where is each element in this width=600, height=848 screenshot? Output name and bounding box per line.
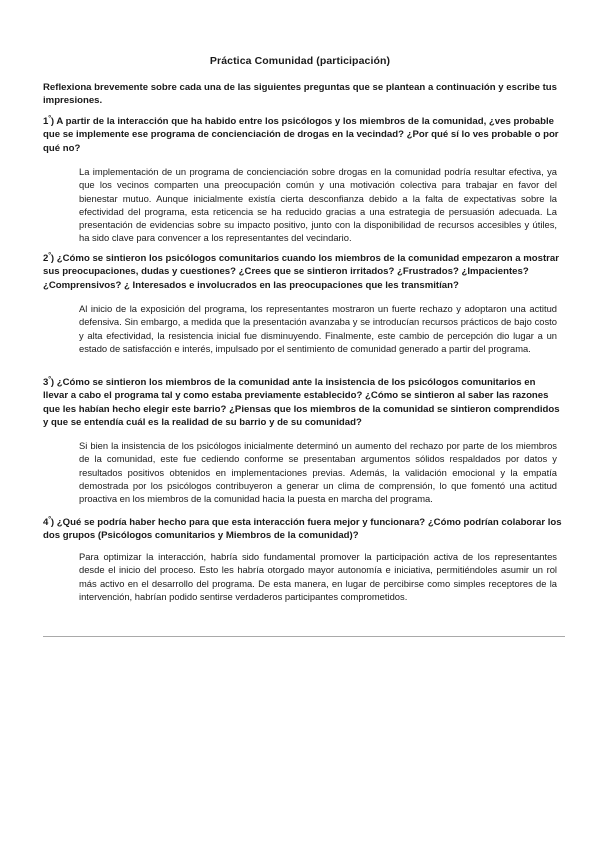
question-ordinal: º [48,251,51,259]
question-text: ) ¿Cómo se sintieron los psicólogos comunitarios cuando los miembros de la comunidad empezaron a mostrar sus preocupaciones, dudas y cuestiones? ¿Crees que se sintieron irritados? ¿Frustrados? ¿Impacientes? ¿Comprensivos? ¿ Interesados e involucrados en las preocupaciones que les transmitían? [43,253,559,291]
question-ordinal: º [48,515,51,523]
question-text: ) ¿Cómo se sintieron los miembros de la comunidad ante la insistencia de los psicólogos comunitarios en llevar a cabo el programa tal y como estaba previamente establecido? ¿Cómo se sintieron al saber las razones que les habían hecho elegir este barrio? ¿Piensas que los miembros de la comunidad se sintieron comprendidos y que se entendía cuál es la realidad de su barrio y de su comunidad? [43,377,560,428]
question-number: 2 [43,253,49,264]
question-text: ) ¿Qué se podría haber hecho para que esta interacción fuera mejor y funcionara? ¿Cómo podrían colaborar los dos grupos (Psicólogos comunitarios y Miembros de la comunidad)? [43,517,562,542]
question-ordinal: º [48,114,51,122]
question-number: 3 [43,377,49,388]
question-ordinal: º [48,375,51,383]
question-4 [43,516,563,543]
answer-1: La implementación de un programa de concienciación sobre drogas en la comunidad podría resultar efectiva, ya que los vecinos comparten una preocupación común y una motivación colectiva para trabajar en favor del bienestar mutuo. Aunque inicialmente existía cierta desconfianza debido a la falta de expectativas sobre la efectividad del programa, esta reticencia se ha reducido gracias a una estrategia de persuasión adecuada. La presentación de evidencias sobre su impacto positivo, junto con la disponibilidad de recursos accesibles y útiles, ha sido clave para convencer a los representantes del vecindario. [79,166,557,244]
question-number: 1 [43,116,49,127]
question-2 [43,252,563,292]
page-title: Práctica Comunidad (participación) [209,55,391,67]
answer-2: Al inicio de la exposición del programa, los representantes mostraron un fuerte rechazo y adoptaron una actitud defensiva. Sin embargo, a medida que la presentación avanzaba y se introducían recursos prácticos de bajo costo y alta efectividad, la resistencia inicial fue disminuyendo. Finalmente, este cambio de percepción dio lugar a un estado de satisfacción e interés, impulsado por el sentimiento de comunidad generado a partir del programa. [79,303,557,354]
question-number: 4 [43,517,49,528]
question-3 [43,376,563,429]
horizontal-divider [43,636,565,637]
answer-4: Para optimizar la interacción, habría sido fundamental promover la participación activa de los representantes desde el inicio del proceso. Esto les habría otorgado mayor autonomía e iniciativa, permitiéndoles asumir un rol más activo en el desarrollo del programa. De esta manera, en lugar de percibirse como simples receptores de la intervención, habrían podido sentirse verdaderos participantes comprometidos. [79,551,557,602]
question-text: ) A partir de la interacción que ha habido entre los psicólogos y los miembros de la comunidad, ¿ves probable que se implemente ese programa de concienciación de drogas en la vecindad? ¿Por qué sí lo ves probable o por qué no? [43,116,559,154]
intro-instructions: Reflexiona brevemente sobre cada una de las siguientes preguntas que se plantean a continuación y escribe tus impresiones. [43,82,557,107]
answer-3: Si bien la insistencia de los psicólogos inicialmente determinó un aumento del rechazo por parte de los miembros de la comunidad, este fue cediendo conforme se presentaban argumentos sólidos respaldados por datos y resultados positivos obtenidos en implementaciones previas. Además, la validación emocional y la empatía demostrada por los psicólogos contribuyeron a generar un clima de comprensión, lo que fomentó una actitud proactiva en los miembros de la comunidad hacia la puesta en marcha del programa. [79,440,557,505]
question-1 [43,115,563,155]
